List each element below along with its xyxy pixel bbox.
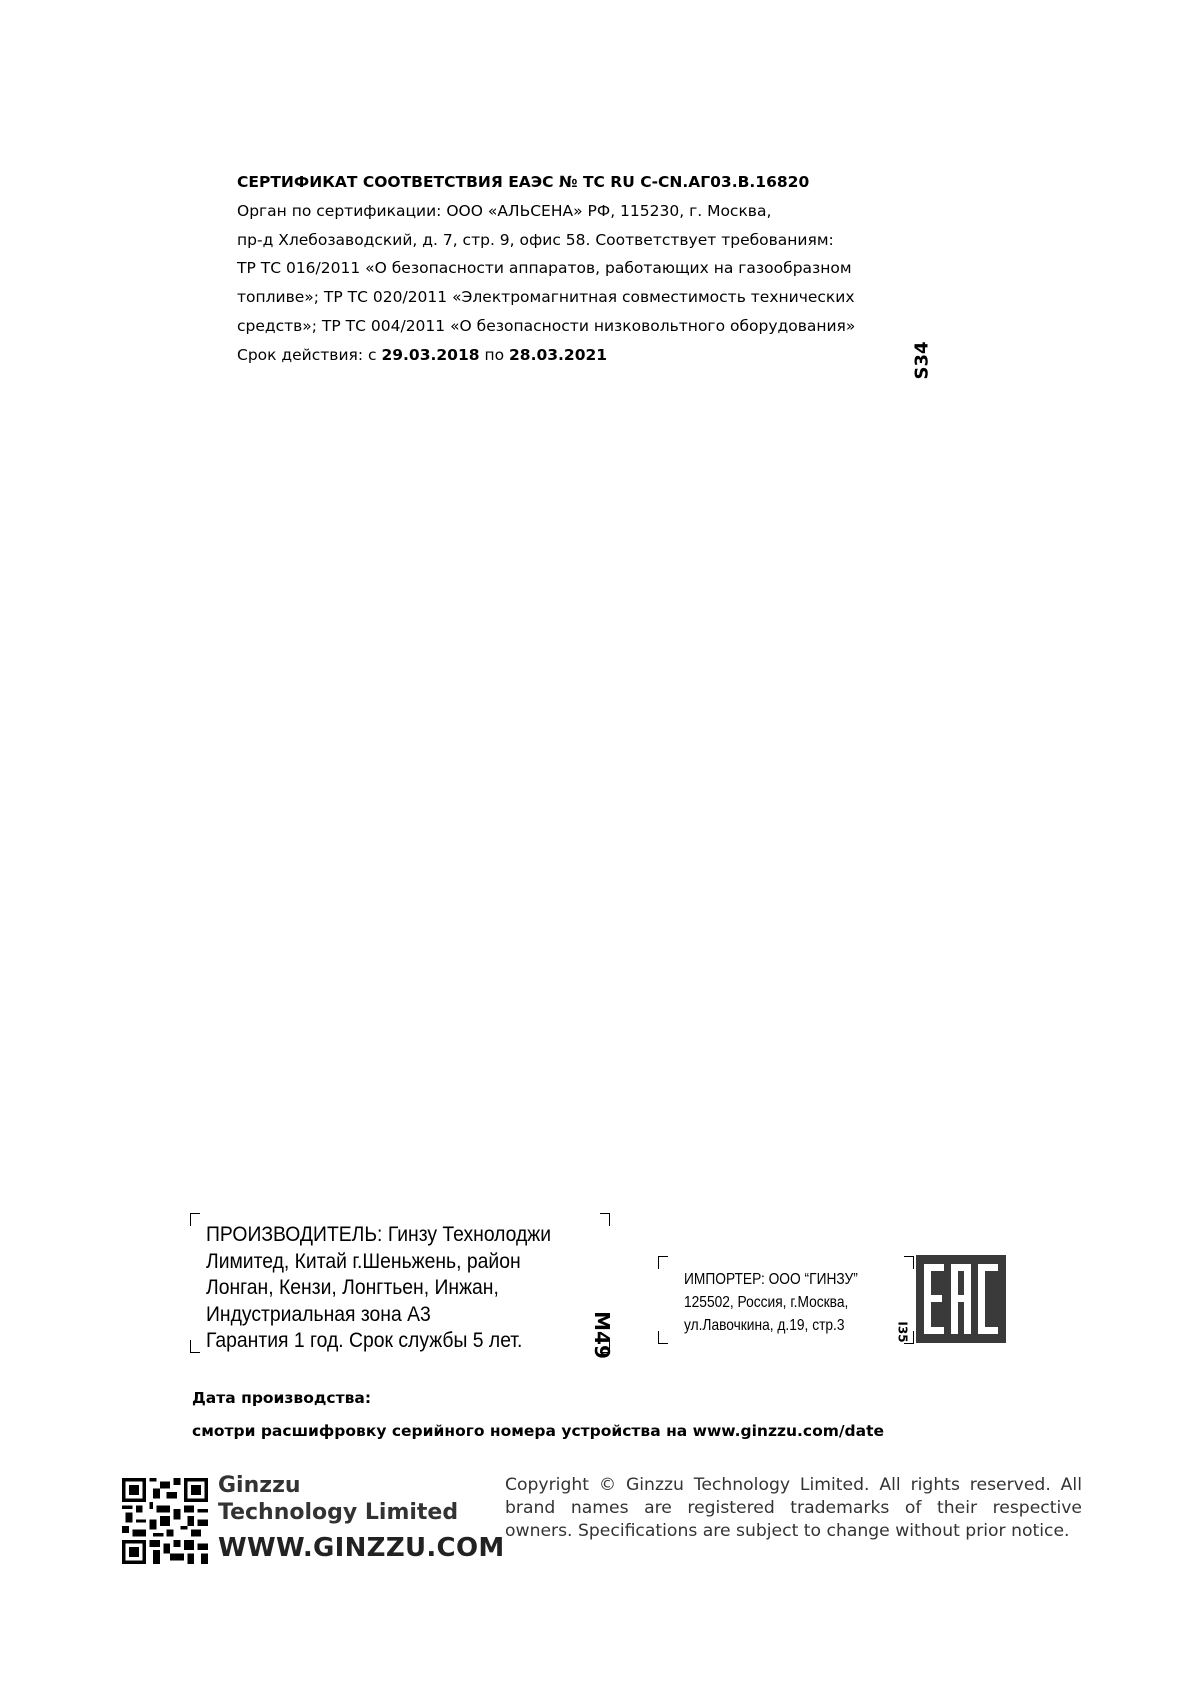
manufacturer-line: ПРОИЗВОДИТЕЛЬ: Гинзу Технолоджи <box>206 1222 552 1246</box>
certificate-line: ТР ТС 016/2011 «О безопасности аппаратов, работающих на газообразном <box>237 259 852 278</box>
corner-bracket <box>658 1331 668 1344</box>
manufacturer-code: M49 <box>589 1311 614 1359</box>
certificate-validity <box>237 341 937 370</box>
certificate-line: топливе»; ТР ТС 020/2011 «Электромагнитная совместимость технических <box>237 288 855 307</box>
production-date-block <box>192 1382 884 1448</box>
importer-line: ул.Лавочкина, д.19, стр.3 <box>684 1317 845 1334</box>
certificate-code: S34 <box>911 341 933 380</box>
valid-to-date: 28.03.2021 <box>509 345 608 364</box>
certificate-line: пр-д Хлебозаводский, д. 7, стр. 9, офис 58. Соответствует требованиям: <box>237 230 834 249</box>
brand-name: Ginzzu <box>218 1473 301 1498</box>
valid-from-date: 29.03.2018 <box>381 345 480 364</box>
validity-label: Срок действия: с <box>237 345 382 364</box>
corner-bracket <box>658 1256 668 1269</box>
corner-bracket <box>190 1340 200 1353</box>
production-date-text: смотри расшифровку серийного номера устройства на www.ginzzu.com/date <box>192 1422 885 1440</box>
brand-name-line2: Technology Limited <box>218 1500 459 1525</box>
importer-line: ИМПОРТЕР: ООО “ГИНЗУ” <box>684 1271 858 1288</box>
manufacturer-text <box>206 1221 551 1354</box>
manufacturer-line: Лимитед, Китай г.Шеньжень, район <box>206 1248 521 1273</box>
manufacturer-line: Индустриальная зона А3 <box>206 1301 431 1326</box>
importer-line: 125502, Россия, г.Москва, <box>684 1294 849 1311</box>
production-date-label: Дата производства: <box>192 1389 372 1407</box>
brand-block <box>218 1472 505 1568</box>
eac-mark-icon <box>916 1255 1006 1343</box>
manufacturer-line: Лонган, Кензи, Лонгтьен, Инжан, <box>206 1275 499 1299</box>
importer-block <box>658 1256 914 1344</box>
corner-bracket <box>600 1213 610 1226</box>
manufacturer-line: Гарантия 1 год. Срок службы 5 лет. <box>206 1328 523 1352</box>
corner-bracket <box>190 1213 200 1226</box>
certificate-title: СЕРТИФИКАТ СООТВЕТСТВИЯ ЕАЭС № ТС RU С-CN.АГ03.В.16820 <box>237 173 810 191</box>
manufacturer-block <box>190 1213 610 1353</box>
importer-text <box>684 1268 858 1337</box>
certificate-line: средств»; ТР ТС 004/2011 «О безопасности низковольтного оборудования» <box>237 316 856 335</box>
importer-code: I35 <box>895 1321 910 1343</box>
copyright-text: Copyright © Ginzzu Technology Limited. All rights reserved. All brand names are registered trademarks of their respective owners. Specifications are subject to change without prior notice. <box>505 1475 1082 1541</box>
brand-url: WWW.GINZZU.COM <box>218 1533 505 1563</box>
corner-bracket <box>904 1256 914 1269</box>
certificate-block <box>237 168 937 370</box>
certificate-line: Орган по сертификации: ООО «АЛЬСЕНА» РФ, 115230, г. Москва, <box>237 201 772 220</box>
qr-code-icon <box>122 1478 208 1564</box>
validity-mid: по <box>479 345 509 364</box>
